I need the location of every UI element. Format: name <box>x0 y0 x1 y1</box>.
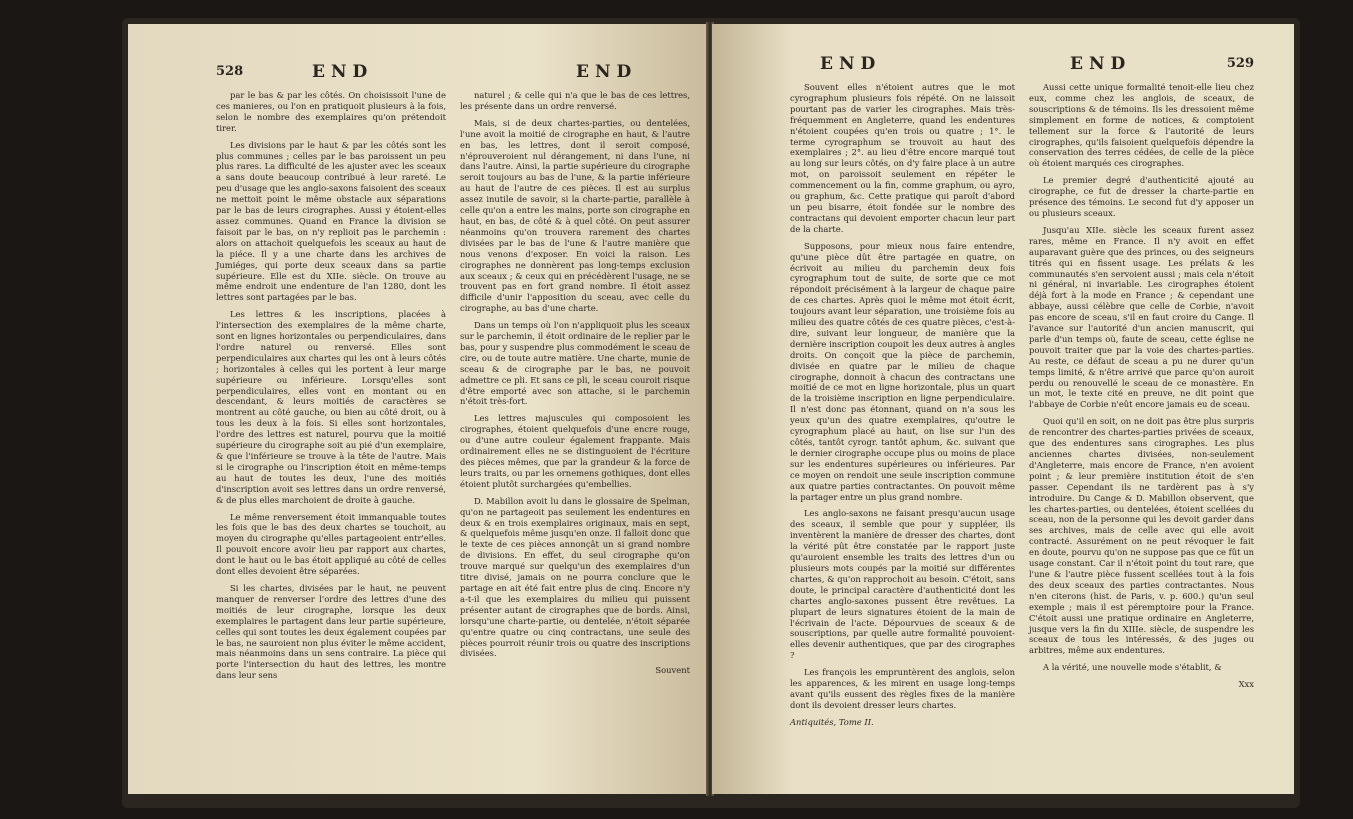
right-running-head <box>790 54 1254 76</box>
paragraph: Supposons, pour mieux nous faire entendre, qu'une pièce dût être partagée en quatre, on écrivoit au milieu du parchemin deux fois cyrographum tout de suite, de sorte que ce mot répondoit précisément à la largeur de chaque paire de ces chartes. Après quoi le même mot étoit écrit, toujours avant leur séparation, une troisième fois au milieu des quatre côtés de ces quatre pièces, c'est-à-dire, suivant leur longueur, de manière que la dernière inscription coupoit les deux autres à angles droits. On conçoit que la pièce de parchemin, divisée en quatre par le milieu de chaque cirographe, donnoit à chacun des contractans une moitié de ce mot en ligne horizontale, plus un quart de la troisième inscription en ligne perpendiculaire. Il n'est donc pas étonnant, quand on n'a sous les yeux qu'un des quatre exemplaires, qu'outre le cyrographum placé au haut, on lise sur l'un des côtés, tantôt cyrogr. tantôt aphum, &c. suivant que le dernier cirographe occupe plus ou moins de place sur les endentures supérieures ou inférieures. Par ce moyen on rendoit une seule inscription commune aux quatre parties contractantes. On pouvoit même la partager entre un plus grand nombre. <box>790 240 1015 502</box>
right-head-word-1: END <box>820 54 882 74</box>
paragraph: Si les chartes, divisées par le haut, ne peuvent manquer de renverser l'ordre des lettres d'une des moitiés de leur cirographe, lorsque les deux exemplaires le partagent dans leur partie supérieure, celles qui sont toutes les deux également coupées par le bas, ne sauroient non plus éviter le même accident, mais néanmoins dans un sens contraire. La pièce qui porte l'intersection du haut des lettres, les montre dans leur sens <box>216 582 446 681</box>
right-column-1 <box>790 82 1015 728</box>
paragraph: Souvent elles n'étoient autres que le mot cyrographum plusieurs fois répété. On ne laissoit pourtant pas de varier les cirographes. Mais très-fréquemment en Angleterre, quand les endentures n'étoient coupées qu'en trois ou quatre ; 1°. le terme cyrographum se trouvoit au haut des exemplaires ; 2°. au lieu d'être encore marqué tout au long sur leurs côtés, on d'y faire place à un autre mot, on paroissoit seulement en répéter le commencement ou la fin, comme graphum, ou ayro, ou graphum, &c. Cette pratique qui paroît d'abord un peu bisarre, étoit fondée sur le nombre des contractans qui devoient emporter chacun leur part de la charte. <box>790 82 1015 234</box>
paragraph: Quoi qu'il en soit, on ne doit pas être plus surpris de rencontrer des chartes-parties privées de sceaux, que des endentures sans cirographes. Les plus anciennes chartes divisées, non-seulement d'Angleterre, mais encore de France, n'en avoient point ; & leur première institution étoit de s'en passer. Cependant ils ne tardèrent pas à s'y introduire. Du Cange & D. Mabillon observent, que les chartes-parties, ou dentelées, étoient scellées du sceau, non de la personne qui les devoit garder dans ses archives, mais de celle avec qui elle avoit contracté. Assurément on ne peut révoquer le fait en doute, pourvu qu'on ne suppose pas que ce fût un usage constant. Car il n'étoit point du tout rare, que l'une & l'autre pièce fussent scellées tout à la fois des deux sceaux des parties contractantes. Nous n'en citerons (hist. de Paris, v. p. 600.) qu'un seul exemple ; mais il est péremptoire pour la France. C'étoit aussi une pratique ordinaire en Angleterre, jusque vers la fin du XIIIe. siècle, de suspendre les sceaux de tous les intéressés, & des juges ou arbitres, même aux endentures. <box>1029 416 1254 656</box>
catchword: Souvent <box>655 665 690 676</box>
paragraph: Le même renversement étoit immanquable toutes les fois que le bas des deux chartes se touchoit, au moyen du cirographe qu'elles partageoient entr'elles. Il pouvoit encore avoir lieu par rapport aux chartes, dont le haut ou le bas étoit appliqué au côté de celles dont elles devoient être séparées. <box>216 511 446 577</box>
paragraph: naturel ; & celle qui n'a que le bas de ces lettres, les présente dans un ordre renversé. <box>460 90 690 111</box>
volume-footer: Antiquités, Tome II. <box>790 716 874 727</box>
paragraph: Les divisions par le haut & par les côtés sont les plus communes ; celles par le bas paroissent un peu plus rares. La difficulté de les ajuster avec les sceaux a sans doute beaucoup contribué à leur rareté. Le peu d'usage que les anglo-saxons faisoient des sceaux ne mettoit point le même obstacle aux séparations par le bas de leurs cirographes. Aussi y étoient-elles assez communes. Quand en France la division se faisoit par le bas, on n'y replioit pas le parchemin : alors on attachoit quelquefois les sceaux au haut de la piéce. Il y a une charte dans les archives de Jumiéges, qui porte deux sceaux dans sa partie supérieure. Elle est du XIIe. siècle. On trouve au même endroit une endenture de l'an 1280, dont les lettres sont partagées par le bas. <box>216 139 446 303</box>
paragraph: par le bas & par les côtés. On choisissoit l'une de ces manieres, ou l'on en pratiquoit plusieurs à la fois, selon le nombre des exemplaires qu'on prétendoit tirer. <box>216 90 446 133</box>
signature-mark: Xxx <box>1238 679 1254 690</box>
left-column-2 <box>460 90 690 687</box>
right-head-word-2: END <box>1070 54 1132 74</box>
right-page-number: 529 <box>1226 56 1254 71</box>
left-page <box>128 24 708 794</box>
paragraph: Mais, si de deux chartes-parties, ou dentelées, l'une avoit la moitié de cirographe en haut, & l'autre en bas, les lettres, dont il seroit composé, n'éprouveroient nul dérangement, ni dans l'une, ni dans l'autre. Ainsi, la partie supérieure du cirographe seroit toujours au bas de l'une, & la partie inférieure au haut de l'autre de ces pièces. Il est au surplus assez inutile de savoir, si la charte-partie, parallèle à celle qu'on a entre les mains, porte son cirographe en haut, en bas, de côté & à quel côté. On peut assurer néanmoins qu'on trouvera rarement des chartes divisées par le bas de l'une & l'autre manière que nous venons d'exposer. En voici la raison. Les cirographes ne donnèrent pas long-temps exclusion aux sceaux ; & ceux qui en précédèrent l'usage, ne se trouvent pas en fort grand nombre. Il étoit assez difficile d'unir l'apposition du sceau, avec celle du cirographe, au bas d'une charte. <box>460 117 690 314</box>
paragraph: Les françois les empruntèrent des anglois, selon les apparences, & les mirent en usage long-temps avant qu'ils eussent des règles fixes de la manière dont ils devoient dresser leurs chartes. <box>790 667 1015 710</box>
left-head-word-2: END <box>576 62 638 82</box>
paragraph: Les lettres & les inscriptions, placées à l'intersection des exemplaires de la même charte, sont en lignes horizontales ou perpendiculaires, dans l'ordre naturel ou renversé. Elles sont perpendiculaires aux chartes qui les ont à leurs côtés ; horizontales à celles qui les portent à leur marge supérieure ou inférieure. Lorsqu'elles sont perpendiculaires, elles vont en montant ou en descendant, & leurs moitiés de caractères se montrent au côté gauche, ou bien au côté droit, ou à tous les deux à la fois. Si elles sont horizontales, l'ordre des lettres est naturel, pourvu que la moitié supérieure du cirographe soit au pié d'un exemplaire, & que l'inférieure se trouve à la tête de l'autre. Mais si le cirographe ou l'inscription étoit en même-temps au haut de toutes les deux, l'une des moitiés d'inscription avoit ses lettres dans un ordre renversé, & de plus elles marchoient de droite à gauche. <box>216 309 446 505</box>
left-page-number: 528 <box>216 64 244 79</box>
paragraph: Dans un temps où l'on n'appliquoit plus les sceaux sur le parchemin, il étoit ordinaire de le replier par le bas, pour y suspendre plus commodément le sceau de cire, ou de toute autre matière. Une charte, munie de sceau & de cirographe par le bas, ne pouvoit admettre ce pli. Et sans ce pli, le sceau couroit risque d'être emporté avec son attache, si le parchemin n'étoit très-fort. <box>460 320 690 407</box>
paragraph: Aussi cette unique formalité tenoit-elle lieu chez eux, comme chez les anglois, de sceaux, de souscriptions & de témoins. Ils les dressoient même simplement en forme de notices, & comptoient tellement sur la force & l'autorité de leurs cirographes, qu'ils faisoient quelquefois dépendre la conservation des terres cédées, de celle de la pièce où étoient marqués ces cirographes. <box>1029 82 1254 169</box>
left-head-word-1: END <box>312 62 374 82</box>
paragraph: D. Mabillon avoit lu dans le glossaire de Spelman, qu'on ne partageoit pas seulement les endentures en deux & en trois exemplaires originaux, mais en sept, & quelquefois même jusqu'en onze. Il falloit donc que le texte de ces pièces annonçât un si grand nombre de divisions. En effet, du seul cirographe qu'on trouve marqué sur quelqu'un des exemplaires d'un titre divisé, jamais on ne pourra conclure que le partage en ait été fait entre plus de cinq. Encore n'y a-t-il que les exemplaires du milieu qui puissent présenter autant de cirographes que de bords. Ainsi, lorsqu'une charte-partie, ou dentelée, n'étoit séparée qu'entre quatre ou cinq contractans, une seule des pièces pourroit réunir trois ou quatre des inscriptions divisées. <box>460 495 690 659</box>
right-column-2 <box>1029 82 1254 728</box>
paragraph: Le premier degré d'authenticité ajouté au cirographe, ce fut de dresser la charte-partie en présence des témoins. Le second fut d'y apposer un ou plusieurs sceaux. <box>1029 175 1254 218</box>
paragraph: Les lettres majuscules qui composoient les cirographes, étoient quelquefois d'une encre rouge, ou d'une autre couleur également frappante. Mais ordinairement elles ne se distinguoient de l'écriture des pièces mêmes, que par la grandeur & la force de leurs traits, ou par les ornemens gothiques, dont elles étoient plutôt surchargées qu'embellies. <box>460 413 690 489</box>
book-spread <box>122 18 1300 808</box>
paragraph: Les anglo-saxons ne faisant presqu'aucun usage des sceaux, il semble que pour y suppléer, ils inventèrent la manière de dresser des chartes, dont la vérité pût être constatée par le rapport juste qu'auroient ensemble les traits des lettres d'un ou plusieurs mots coupés par la moitié sur différentes chartes, & qu'on rapprochoit au besoin. C'étoit, sans doute, le principal caractère d'authenticité dont les chartes anglo-saxones pussent être revêtues. La plupart de leurs signatures étoient de la main de l'écrivain de l'acte. Dépourvues de sceaux & de souscriptions, par quelle autre formalité pouvoient-elles devenir authentiques, que par des cirographes ? <box>790 508 1015 661</box>
paragraph: Jusqu'au XIIe. siècle les sceaux furent assez rares, même en France. Il n'y avoit en effet auparavant guère que des princes, ou des seigneurs titrés qui en fissent usage. Les prélats & les communautés s'en servoient aussi ; mais cela n'étoit ni général, ni invariable. Les cirographes étoient déjà fort à la mode en France ; & cependant une abbaye, aussi célèbre que celle de Corbie, n'avoit pas encore de sceau, s'il en faut croire du Cange. Il l'avance sur l'autorité d'un ancien manuscrit, qui parle d'un temps où, faute de sceau, cette église ne pouvoit traiter que par la voie des chartes-parties. Au reste, ce défaut de sceau a pu ne durer qu'un temps limité, & n'être arrivé que parce qu'on auroit perdu ou renouvellé le sceau de ce monastère. En un mot, le texte cité en preuve, ne dit point que l'abbaye de Corbie n'eût encore jamais eu de sceau. <box>1029 224 1254 410</box>
left-running-head <box>216 62 690 84</box>
paragraph: A la vérité, une nouvelle mode s'établit, & <box>1043 662 1222 673</box>
right-page <box>712 24 1294 794</box>
left-column-1 <box>216 90 446 687</box>
